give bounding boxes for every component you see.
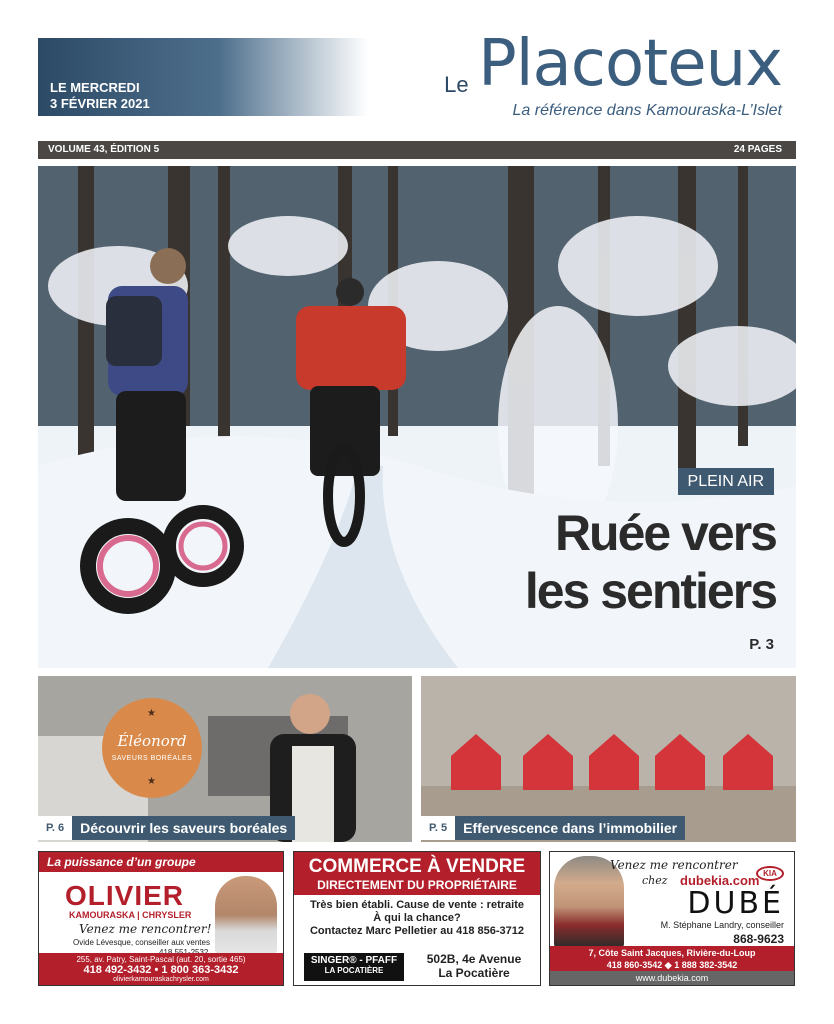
singer-logo (304, 953, 404, 981)
masthead-prefix: Le (444, 72, 469, 97)
ad-phones: 418 492-3432 • 1 800 363-3432 (83, 964, 239, 976)
story-immobilier[interactable] (421, 676, 796, 842)
story-saveurs-boreales[interactable] (38, 676, 412, 842)
ad-address: 255, av. Patry, Saint-Pascal (aut. 20, sortie 465) (76, 955, 246, 964)
ad-slogan: Venez me rencontrer (610, 858, 738, 872)
ad-olivier-chrysler[interactable] (38, 851, 284, 986)
star-icon: ★ (147, 776, 156, 787)
volume-edition: VOLUME 43, ÉDITION 5 (48, 144, 160, 155)
ad-url[interactable]: dubekia.com (680, 873, 760, 888)
story-caption[interactable] (421, 816, 685, 840)
salesman-photo (215, 876, 277, 954)
ad-title: COMMERCE À VENDRE (308, 856, 526, 877)
masthead[interactable] (444, 27, 782, 119)
address-line-1: 502B, 4e Avenue (426, 952, 522, 966)
ad-header (294, 852, 540, 895)
ad-banner: La puissance d’un groupe (39, 852, 283, 872)
story-page-ref: P. 5 (421, 816, 455, 840)
issue-info-bar (38, 141, 796, 159)
hero-story[interactable] (38, 166, 796, 668)
headline-line-1: Ruée vers (554, 505, 776, 561)
headline-line-2: les sentiers (524, 563, 776, 619)
brand-city: LA POCATIÈRE (324, 966, 384, 975)
ad-website[interactable]: www.dubekia.com (550, 971, 794, 985)
date-box (38, 38, 368, 116)
ad-website[interactable]: olivierkamouraskachrysler.com (113, 976, 209, 983)
brand-name: SINGER® - PFAFF (310, 955, 398, 966)
issue-date: 3 FÉVRIER 2021 (50, 96, 150, 111)
ad-phones: 418 860-3542 ◆ 1 888 382-3542 (606, 960, 738, 970)
ad-commerce-a-vendre[interactable] (293, 851, 541, 986)
ad-line: À qui la chance? (373, 912, 461, 924)
hero-page-ref: P. 3 (749, 636, 774, 653)
story-title: Découvrir les saveurs boréales (80, 820, 288, 836)
page-count: 24 PAGES (733, 144, 782, 155)
star-icon: ★ (147, 708, 156, 719)
ad-body (294, 895, 540, 938)
ad-direct-phone: 868-9623 (733, 932, 784, 946)
address-line-2: La Pocatière (438, 966, 510, 980)
badge-sub: SAVEURS BORÉALES (111, 755, 193, 762)
section-tag: PLEIN AIR (678, 468, 774, 495)
ad-dube-kia[interactable] (549, 851, 795, 986)
olivier-sub: KAMOURASKA | CHRYSLER (69, 910, 192, 920)
story-caption[interactable] (38, 816, 295, 840)
masthead-title: Placoteux (478, 27, 782, 101)
ad-contact-person: Ovide Lévesque, conseiller aux ventes (73, 938, 210, 947)
eleonord-badge (102, 698, 202, 798)
ad-chez: chez (642, 874, 668, 887)
ad-footer (39, 953, 283, 985)
hero-headline[interactable] (525, 504, 776, 620)
ad-slogan: Venez me rencontrer! (79, 922, 212, 936)
kia-logo: KIA (756, 866, 784, 881)
ad-subtitle: DIRECTEMENT DU PROPRIÉTAIRE (317, 878, 517, 892)
ad-contact-person: M. Stéphane Landry, conseiller (660, 920, 784, 930)
olivier-logo: OLIVIER (65, 880, 185, 911)
ad-address (410, 952, 538, 980)
ad-footer (294, 951, 540, 985)
weekday: LE MERCREDI (50, 80, 140, 95)
masthead-tagline: La référence dans Kamouraska-L’Islet (512, 102, 782, 119)
ad-address: 7, Côte Saint Jacques, Rivière-du-Loup (588, 948, 756, 958)
ad-line: Contactez Marc Pelletier au 418 856-3712 (309, 925, 524, 937)
dube-logo: DUBÉ (687, 886, 784, 921)
story-page-ref: P. 6 (38, 816, 72, 840)
story-title: Effervescence dans l’immobilier (463, 820, 678, 836)
ad-line: Très bien établi. Cause de vente : retraite (310, 899, 524, 911)
ad-address-band (550, 946, 794, 972)
badge-name: Éléonord (117, 732, 187, 750)
